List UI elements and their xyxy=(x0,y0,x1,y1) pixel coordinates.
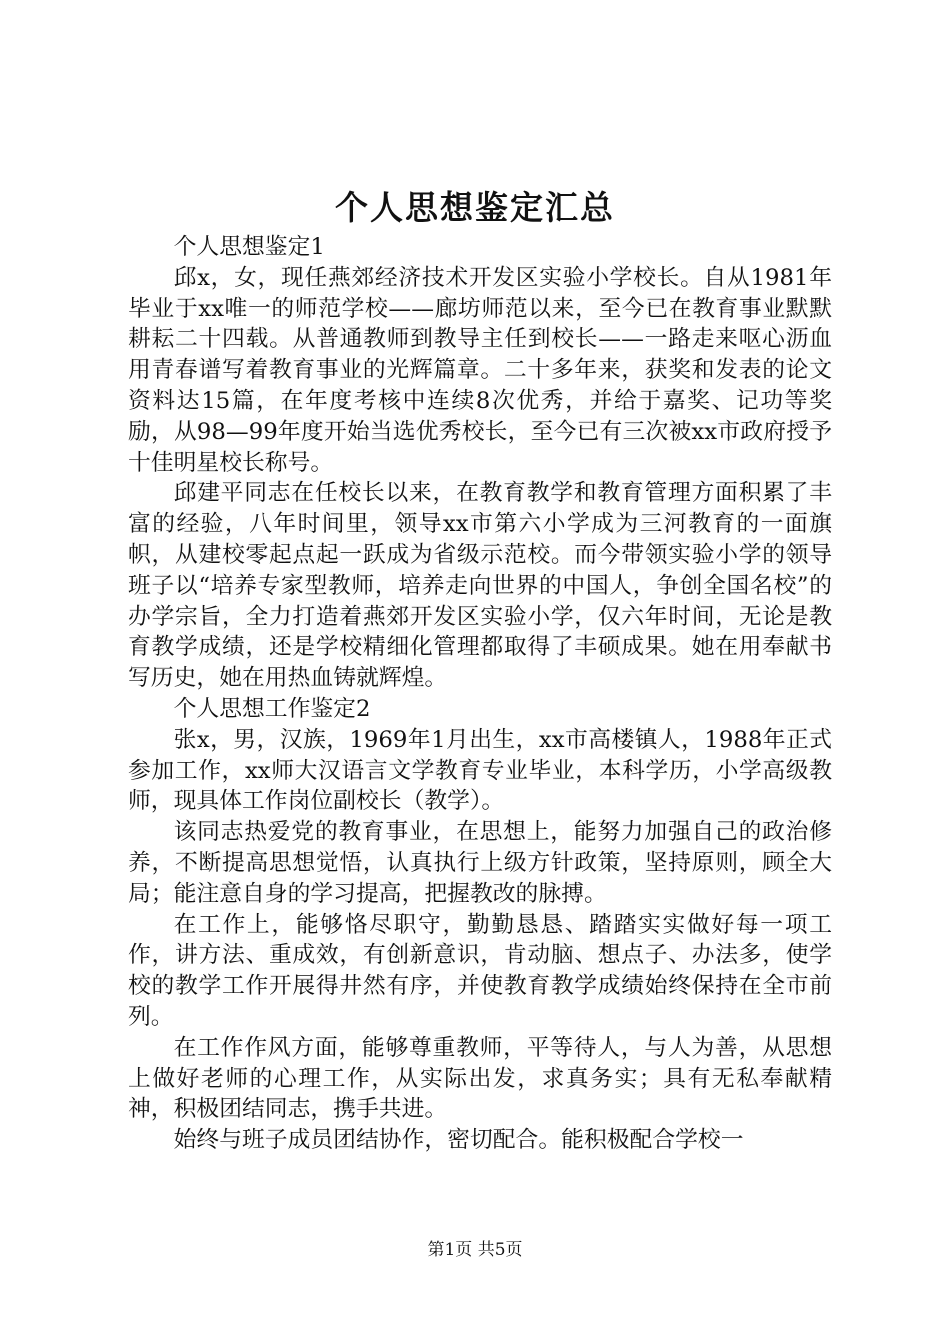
document-title: 个人思想鉴定汇总 xyxy=(335,188,615,227)
paragraph: 邱建平同志在任校长以来，在教育教学和教育管理方面积累了丰富的经验，八年时间里，领导xx市第六小学成为三河教育的一面旗帜，从建校零起点起一跃成为省级示范校。而今带领实验小学的领导班子以“培养专家型教师，培养走向世界的中国人，争创全国名校”的办学宗旨，全力打造着燕郊开发区实验小学，仅六年时间，无论是教育教学成绩，还是学校精细化管理都取得了丰硕成果。她在用奉献书写历史，她在用热血铸就辉煌。 xyxy=(128,480,832,692)
document-body xyxy=(128,232,832,1156)
paragraph: 始终与班子成员团结协作，密切配合。能积极配合学校一 xyxy=(173,1127,744,1154)
paragraph: 在工作作风方面，能够尊重教师，平等待人，与人为善，从思想上做好老师的心理工作，从实际出发，求真务实；具有无私奉献精神，积极团结同志，携手共进。 xyxy=(128,1034,832,1123)
section-heading-2: 个人思想工作鉴定2 xyxy=(173,695,371,722)
paragraph: 在工作上，能够恪尽职守，勤勤恳恳、踏踏实实做好每一项工作，讲方法、重成效，有创新意识，肯动脑、想点子、办法多，使学校的教学工作开展得井然有序，并使教育教学成绩始终保持在全市前列。 xyxy=(128,911,832,1030)
page-footer: 第1页 共5页 xyxy=(427,1240,523,1260)
paragraph: 邱x，女，现任燕郊经济技术开发区实验小学校长。自从1981年毕业于xx唯一的师范学校——廊坊师范以来，至今已在教育事业默默耕耘二十四载。从普通教师到教导主任到校长——一路走来呕心沥血用青春谱写着教育事业的光辉篇章。二十多年来，获奖和发表的论文资料达15篇，在年度考核中连续8次优秀，并给于嘉奖、记功等奖励，从98—99年度开始当选优秀校长，至今已有三次被xx市政府授予十佳明星校长称号。 xyxy=(128,264,832,476)
section-heading-1: 个人思想鉴定1 xyxy=(173,234,325,260)
paragraph: 张x，男，汉族，1969年1月出生，xx市高楼镇人，1988年正式参加工作，xx师大汉语言文学教育专业毕业，本科学历，小学高级教师，现具体工作岗位副校长（教学）。 xyxy=(128,726,832,815)
paragraph: 该同志热爱党的教育事业，在思想上，能努力加强自己的政治修养，不断提高思想觉悟，认真执行上级方针政策，坚持原则，顾全大局；能注意自身的学习提高，把握教改的脉搏。 xyxy=(128,819,832,907)
